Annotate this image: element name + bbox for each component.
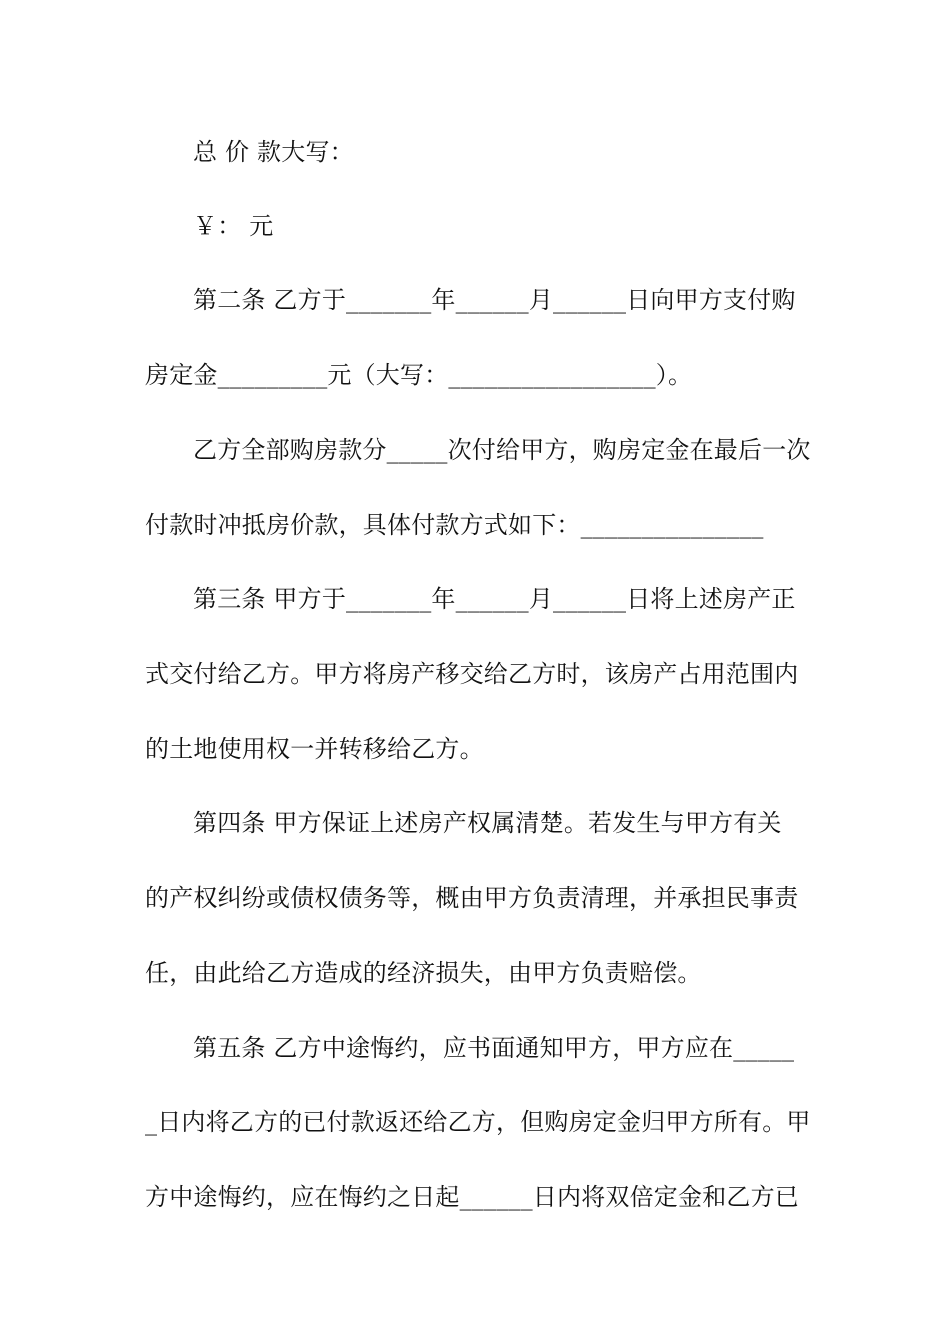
payment-installments-line-2: 付款时冲抵房价款，具体付款方式如下：_______________ <box>145 511 764 539</box>
total-price-uppercase-line: 总 价 款大写： <box>193 138 354 166</box>
article-3-line-1: 第三条 甲方于_______年______月______日将上述房产正 <box>193 585 796 613</box>
article-4-line-3: 任，由此给乙方造成的经济损失，由甲方负责赔偿。 <box>145 959 702 987</box>
article-2-line-2: 房定金_________元（大写：_________________）。 <box>145 361 693 389</box>
article-3-line-2: 式交付给乙方。甲方将房产移交给乙方时，该房产占用范围内 <box>145 660 799 688</box>
payment-installments-line-1: 乙方全部购房款分_____次付给甲方，购房定金在最后一次 <box>193 436 811 464</box>
article-5-line-2: _日内将乙方的已付款返还给乙方，但购房定金归甲方所有。甲 <box>145 1108 811 1136</box>
article-2-line-1: 第二条 乙方于_______年______月______日向甲方支付购 <box>193 286 796 314</box>
total-price-yuan-line: ￥： 元 <box>193 212 274 240</box>
article-5-line-1: 第五条 乙方中途悔约，应书面通知甲方，甲方应在_____ <box>193 1034 795 1062</box>
article-3-line-3: 的土地使用权一并转移给乙方。 <box>145 735 484 763</box>
article-4-line-2: 的产权纠纷或债权债务等，概由甲方负责清理，并承担民事责 <box>145 884 799 912</box>
article-5-line-3: 方中途悔约，应在悔约之日起______日内将双倍定金和乙方已 <box>145 1183 799 1211</box>
article-4-line-1: 第四条 甲方保证上述房产权属清楚。若发生与甲方有关 <box>193 809 782 837</box>
